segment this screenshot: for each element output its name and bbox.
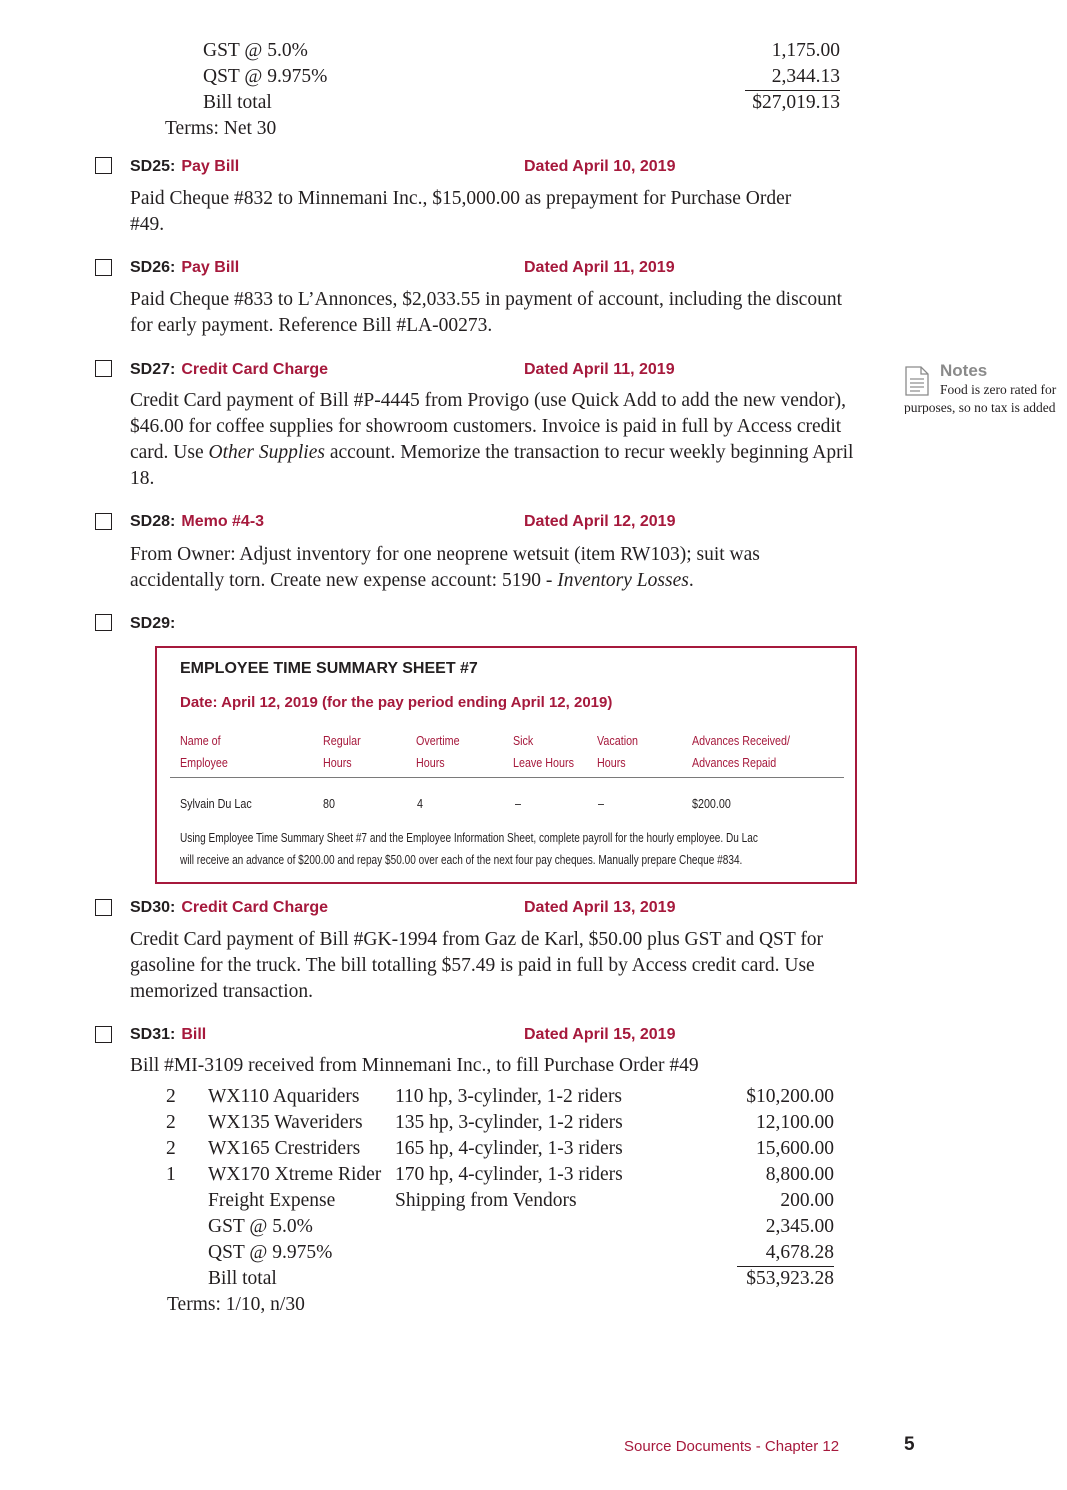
employee-time-summary-sheet (155, 646, 857, 884)
row-vacation-hours: – (598, 797, 604, 811)
line-amount: 12,100.00 (756, 1112, 834, 1133)
sd26-date: Dated April 11, 2019 (524, 259, 675, 276)
col-header-overtime-1: Overtime (416, 734, 460, 748)
page-number: 5 (904, 1434, 915, 1455)
sd31-intro: Bill #MI-3109 received from Minnemani Inc., to fill Purchase Order #49 (130, 1055, 699, 1076)
notes-icon (904, 366, 930, 396)
top-bill-total-amount: $27,019.13 (752, 92, 840, 113)
line-item: Bill total (208, 1268, 277, 1289)
col-header-advances-1: Advances Received/ (692, 734, 790, 748)
line-item: WX170 Xtreme Rider (208, 1164, 382, 1185)
line-amount: 15,600.00 (756, 1138, 834, 1159)
line-desc: 110 hp, 3-cylinder, 1-2 riders (395, 1086, 623, 1107)
notes-title: Notes (940, 364, 988, 380)
line-item: GST @ 5.0% (208, 1216, 313, 1237)
sd28-body-post: . (688, 570, 694, 591)
top-bill-terms: Terms: Net 30 (165, 118, 277, 139)
line-qty: 1 (166, 1164, 176, 1185)
notes-line1: Food is zero rated for (940, 382, 1057, 397)
sd31-header (130, 1026, 206, 1044)
col-header-advances (692, 730, 790, 774)
col-header-name-1: Name of (180, 734, 221, 748)
timesheet-divider (170, 777, 844, 778)
sd27-body (130, 388, 865, 492)
sd26-body: Paid Cheque #833 to L’Annonces, $2,033.55 in payment of account, including the discount for early payment. Reference Bill #LA-00273. (130, 289, 842, 336)
timesheet-date: Date: April 12, 2019 (for the pay period ending April 12, 2019) (180, 694, 613, 711)
col-header-regular (323, 730, 361, 774)
sd31-id: SD31: (130, 1026, 176, 1043)
top-bill-total-label: Bill total (203, 92, 272, 113)
sd26-header (130, 259, 239, 277)
timesheet-note-line1: Using Employee Time Summary Sheet #7 and the Employee Information Sheet, complete payroll for the hourly employee. Du Lac (180, 831, 758, 845)
line-amount: $53,923.28 (746, 1268, 834, 1289)
sd27-body-post: account. Memorize the transaction to recur weekly beginning April 18. (130, 442, 854, 489)
sd27-id: SD27: (130, 361, 176, 378)
line-item: QST @ 9.975% (208, 1242, 333, 1263)
timesheet-title: EMPLOYEE TIME SUMMARY SHEET #7 (180, 660, 478, 677)
sd25-header (130, 158, 239, 176)
sd30-id: SD30: (130, 899, 176, 916)
col-header-advances-2: Advances Repaid (692, 756, 777, 770)
sd30-header (130, 899, 328, 917)
sd27-header (130, 361, 328, 379)
line-amount: 2,345.00 (765, 1216, 834, 1237)
line-desc: Shipping from Vendors (395, 1190, 577, 1211)
line-item: WX135 Waveriders (208, 1112, 363, 1133)
line-item: Freight Expense (208, 1190, 336, 1211)
footer-chapter-label: Source Documents - Chapter 12 (624, 1438, 840, 1455)
line-desc: 165 hp, 4-cylinder, 1-3 riders (395, 1138, 623, 1159)
sd30-type: Credit Card Charge (181, 899, 329, 916)
row-advances: $200.00 (692, 797, 731, 811)
col-header-regular-2: Hours (323, 756, 352, 770)
sd30-body: Credit Card payment of Bill #GK-1994 from Gaz de Karl, $50.00 plus GST and QST for gasoline for the truck. The bill totalling $57.49 is paid in full by Access credit card. Use memorized transaction. (130, 929, 824, 1002)
sd31-type: Bill (181, 1026, 207, 1043)
col-header-vacation-1: Vacation (597, 734, 639, 748)
line-qty: 2 (166, 1112, 176, 1133)
sd30-checkbox[interactable] (95, 899, 112, 916)
sd28-body-em: Inventory Losses (557, 570, 689, 591)
sd27-date: Dated April 11, 2019 (524, 361, 675, 378)
sd27-type: Credit Card Charge (181, 361, 329, 378)
line-desc: 135 hp, 3-cylinder, 1-2 riders (395, 1112, 623, 1133)
col-header-vacation-2: Hours (597, 756, 626, 770)
sd29-id: SD29: (130, 615, 176, 632)
sd27-body-em: Other Supplies (208, 442, 325, 463)
sd29-checkbox[interactable] (95, 614, 112, 631)
line-amount: $10,200.00 (746, 1086, 834, 1107)
sd31-checkbox[interactable] (95, 1026, 112, 1043)
top-bill-gst-label: GST @ 5.0% (203, 40, 308, 61)
timesheet-note-line2: will receive an advance of $200.00 and repay $50.00 over each of the next four pay cheques. Manually prepare Cheque #834. (180, 853, 743, 867)
top-bill-qst-amount: 2,344.13 (745, 66, 840, 91)
sd25-date: Dated April 10, 2019 (524, 158, 676, 175)
sd31-terms: Terms: 1/10, n/30 (167, 1294, 305, 1315)
sd30-date: Dated April 13, 2019 (524, 899, 676, 916)
row-regular-hours: 80 (323, 797, 335, 811)
row-sick-hours: – (515, 797, 521, 811)
col-header-vacation (597, 730, 638, 774)
col-header-overtime (416, 730, 460, 774)
notes-line2: purposes, so no tax is added (904, 400, 1056, 414)
sd25-checkbox[interactable] (95, 157, 112, 174)
col-header-regular-1: Regular (323, 734, 361, 748)
line-amount: 4,678.28 (737, 1242, 834, 1267)
col-header-overtime-2: Hours (416, 756, 445, 770)
line-qty: 2 (166, 1086, 176, 1107)
line-desc: 170 hp, 4-cylinder, 1-3 riders (395, 1164, 623, 1185)
col-header-name (180, 730, 228, 774)
sd28-header (130, 513, 264, 531)
line-amount: 8,800.00 (765, 1164, 834, 1185)
line-qty: 2 (166, 1138, 176, 1159)
col-header-name-2: Employee (180, 756, 228, 770)
sd28-body-pre: From Owner: Adjust inventory for one neoprene wetsuit (item RW103); suit was accidentally torn. Create new expense account: 5190 - (130, 544, 760, 591)
sd28-checkbox[interactable] (95, 513, 112, 530)
sd25-body: Paid Cheque #832 to Minnemani Inc., $15,000.00 as prepayment for Purchase Order #49. (130, 188, 792, 235)
sd26-id: SD26: (130, 259, 176, 276)
sd28-body (130, 542, 830, 594)
sd28-date: Dated April 12, 2019 (524, 513, 676, 530)
sd26-type: Pay Bill (181, 259, 240, 276)
line-amount: 200.00 (780, 1190, 834, 1211)
sd31-date: Dated April 15, 2019 (524, 1026, 676, 1043)
notes-sidebar (904, 364, 1067, 414)
row-employee-name: Sylvain Du Lac (180, 797, 252, 811)
sd28-id: SD28: (130, 513, 176, 530)
line-item: WX165 Crestriders (208, 1138, 361, 1159)
sd25-type: Pay Bill (181, 158, 240, 175)
col-header-sick-1: Sick (513, 734, 534, 748)
line-item: WX110 Aquariders (208, 1086, 360, 1107)
top-bill-qst-label: QST @ 9.975% (203, 66, 328, 87)
sd27-checkbox[interactable] (95, 360, 112, 377)
sd25-id: SD25: (130, 158, 176, 175)
sd26-checkbox[interactable] (95, 259, 112, 276)
sd28-type: Memo #4-3 (181, 513, 265, 530)
top-bill-gst-amount: 1,175.00 (771, 40, 840, 61)
row-overtime-hours: 4 (417, 797, 423, 811)
col-header-sick-2: Leave Hours (513, 756, 574, 770)
col-header-sick (513, 730, 574, 774)
sd27-body-pre: Credit Card payment of Bill #P-4445 from Provigo (use Quick Add to add the new vendor), $46.00 for coffee supplies for showroom customers. Invoice is paid in full by Access credit card. Use (130, 390, 846, 463)
